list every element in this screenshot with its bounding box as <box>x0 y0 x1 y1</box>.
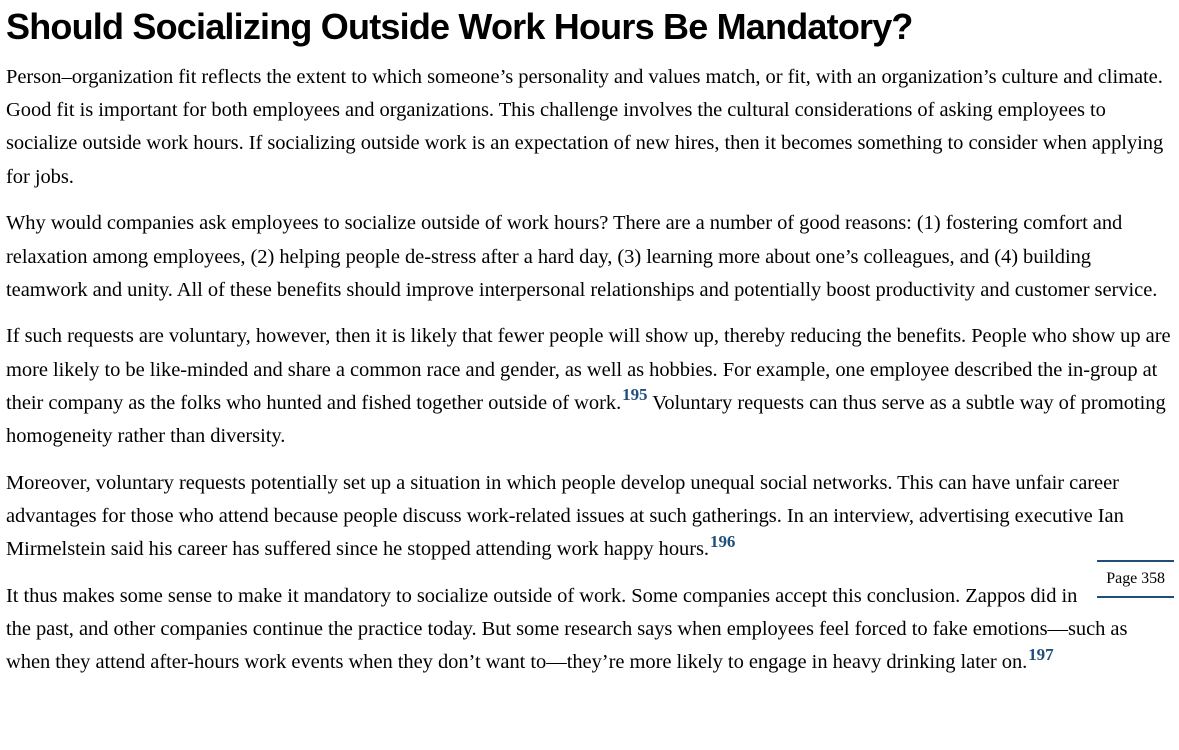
footnote-196[interactable] <box>710 532 735 551</box>
page-number-marker: Page 358 <box>1097 560 1174 598</box>
paragraph-reasons: Why would companies ask employees to socialize outside of work hours? There are a number of good reasons: (1) fostering comfort and relaxation among employees, (2) helping people de-stress after a hard day, (3) learning more about one’s colleagues, and (4) building teamwork and unity. All of these benefits should improve interpersonal relationships and potentially boost productivity and customer service. <box>6 212 1158 301</box>
paragraph-text: Moreover, voluntary requests potentially set up a situation in which people develop unequal social networks. This can have unfair career advantages for those who attend because people discuss work-related issues at such gatherings. In an interview, advertising executive Ian Mirmelstein said his career has suffered since he stopped attending work happy hours. <box>6 471 1124 561</box>
footnote-link-195[interactable]: 195 <box>622 385 648 405</box>
paragraph-voluntary-requests <box>6 320 1174 453</box>
paragraph-text: It thus makes some sense to make it mandatory to socialize outside of work. Some companies accept this conclusion. Zappos did in the past, and other companies continue the practice today. But some research says when employees feel forced to fake emotions—such as when they attend after-hours work events when they don’t want to—they’re more likely to engage in heavy drinking later on. <box>6 584 1128 674</box>
paragraph-text: If such requests are voluntary, however, then it is likely that fewer people will show up, thereby reducing the benefits. People who show up are more likely to be like-minded and share a common race and gender, as well as hobbies. For example, one employee described the in-group at their company as the folks who hunted and fished together outside of work. <box>6 325 1171 414</box>
paragraph-mandatory-socializing <box>6 569 1174 680</box>
footnote-link-197[interactable]: 197 <box>1028 644 1054 664</box>
page-title: Should Socializing Outside Work Hours Be Mandatory? <box>6 6 913 47</box>
footnote-197[interactable] <box>1028 645 1053 664</box>
document-page <box>6 0 1174 679</box>
footnote-link-196[interactable]: 196 <box>710 531 736 551</box>
footnote-195[interactable] <box>622 385 647 404</box>
paragraph-text-continued: Voluntary requests can thus serve as a subtle way of promoting homogeneity rather than diversity. <box>6 391 1166 448</box>
paragraph-person-organization-fit: Person–organization fit reflects the extent to which someone’s personality and values match, or fit, with an organization’s culture and climate. Good fit is important for both employees and organizations. This challenge involves the cultural considerations of asking employees to socialize outside work hours. If socializing outside work is an expectation of new hires, then it becomes something to consider when applying for jobs. <box>6 66 1164 188</box>
paragraph-unequal-networks <box>6 467 1174 567</box>
